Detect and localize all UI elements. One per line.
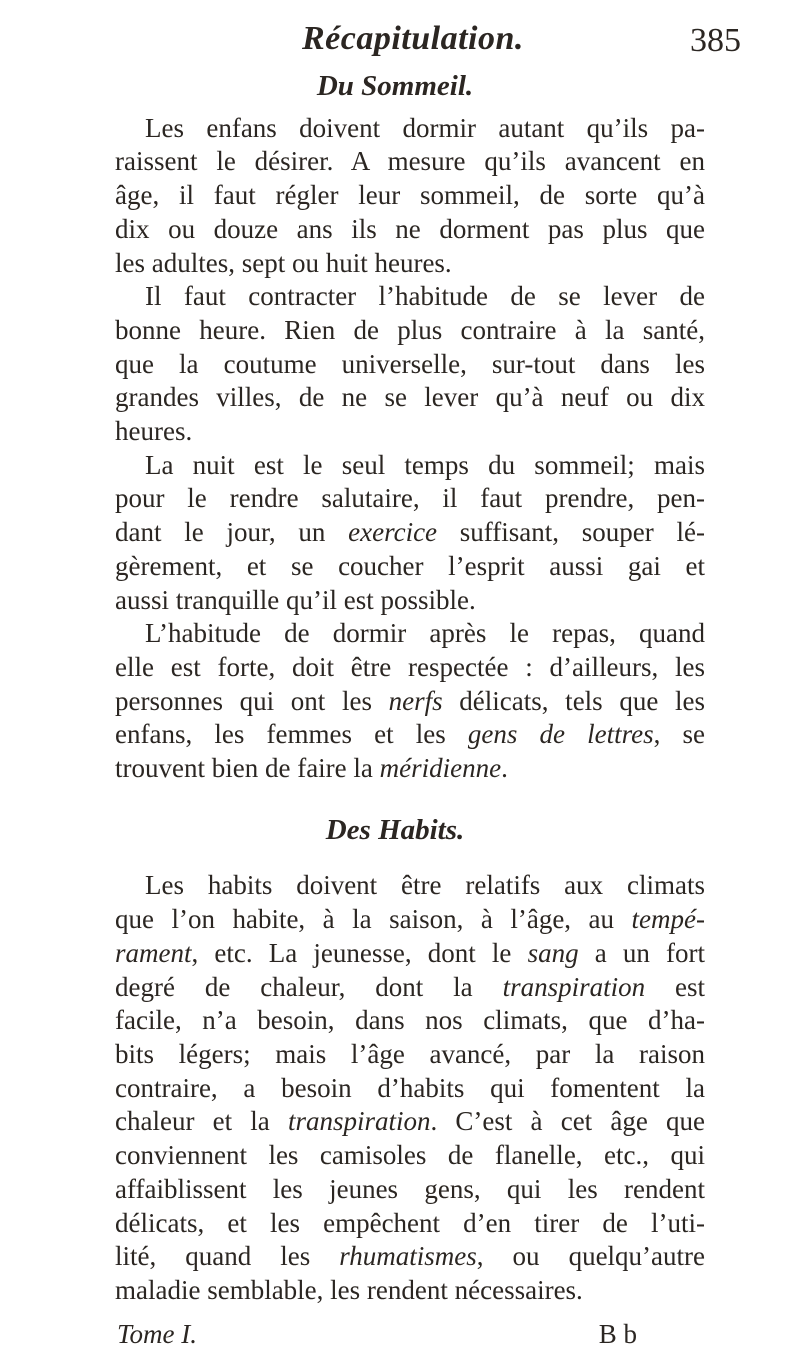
italic-term: exercice [348,517,438,548]
paragraph-early-rising [85,280,705,449]
italic-term: rament [115,937,192,968]
text-line [85,903,705,937]
text-line: pour le rendre salutaire, il faut prendre, pen- [115,483,705,514]
italic-term: sang [527,937,579,968]
text-run: , ou quelqu’autre [476,1241,706,1272]
text-line: L’habitude de dormir après le repas, quand [145,618,705,649]
text-line: bits légers; mais l’âge avancé, par la raison [115,1038,705,1069]
text-run: , etc. La jeunesse, dont le [191,937,528,968]
text-line: bonne heure. Rien de plus contraire à la santé, [115,314,705,345]
text-line: La nuit est le seul temps du sommeil; mais [145,449,705,480]
text-line [85,1240,705,1274]
text-line [85,752,705,786]
text-run: est [645,971,705,1002]
italic-term: transpiration [502,971,646,1002]
text-line: heures. [115,416,193,447]
text-run: suffisant, souper lé- [437,517,705,548]
text-run: personnes qui ont les [115,685,389,716]
text-line [85,937,705,971]
signature-mark: B b [598,1319,637,1349]
italic-term: transpiration [287,1106,431,1137]
italic-term: gens de lettres [467,719,654,750]
italic-term: nerfs [388,685,443,716]
text-run: degré de chaleur, dont la [115,971,503,1002]
body-text [85,70,705,1308]
text-line: Il faut contracter l’habitude de se lever de [145,281,705,312]
text-run: a un fort [578,937,705,968]
text-line: que la coutume universelle, sur-tout dans les [115,348,705,379]
text-run: que l’on habite, à la saison, à l’âge, au [115,904,632,935]
paragraph-sleep-amount [85,112,705,281]
running-title: Récapitulation. [302,20,524,57]
italic-term: tempé- [631,904,705,935]
text-line [85,516,705,550]
text-run: délicats, tels que les [442,685,705,716]
paragraph-afternoon-nap [85,617,705,786]
running-head [0,20,800,62]
text-run: . C’est à cet âge que [430,1106,705,1137]
text-line: maladie semblable, les rendent nécessaires. [115,1274,583,1305]
text-line: aussi tranquille qu’il est possible. [115,584,476,615]
text-line: les adultes, sept ou huit heures. [115,247,452,278]
paragraph-night-sleep [85,449,705,618]
italic-term: rhumatismes [339,1241,477,1272]
text-run: enfans, les femmes et les [115,719,468,750]
text-line: facile, n’a besoin, dans nos climats, que d’ha- [115,1005,705,1036]
text-run: . [501,753,508,784]
text-line [85,685,705,719]
text-line: âge, il faut régler leur sommeil, de sorte qu’à [115,180,705,211]
text-line: elle est forte, doit être respectée : d’ailleurs, les [115,651,705,682]
text-line: raissent le désirer. A mesure qu’ils avancent en [115,146,705,177]
text-line [85,1105,705,1139]
text-line: dix ou douze ans ils ne dorment pas plus que [115,213,705,244]
text-line: contraire, a besoin d’habits qui fomentent la [115,1072,705,1103]
text-run: , se [653,719,705,750]
text-line: gèrement, et se coucher l’esprit aussi gai et [115,550,705,581]
section-heading-habits: Des Habits. [325,813,465,846]
signature-line [117,1319,637,1350]
text-line: conviennent les camisoles de flanelle, etc., qui [115,1140,705,1171]
text-line: délicats, et les empêchent d’en tirer de l’uti- [115,1207,705,1238]
text-line: affaiblissent les jeunes gens, qui les rendent [115,1173,705,1204]
text-run: trouvent bien de faire la [115,753,380,784]
text-run: lité, quand les [115,1241,340,1272]
text-line: Les habits doivent être relatifs aux climats [145,870,705,901]
paragraph-clothing [85,869,705,1307]
text-line: grandes villes, de ne se lever qu’à neuf ou dix [115,382,705,413]
section-heading-sommeil: Du Sommeil. [316,70,474,102]
text-line [85,718,705,752]
volume-label: Tome I. [117,1319,198,1349]
italic-term: méridienne [379,753,502,784]
text-line [85,971,705,1005]
text-run: chaleur et la [115,1106,288,1137]
text-line: Les enfans doivent dormir autant qu’ils pa- [145,112,705,143]
text-run: dant le jour, un [115,517,349,548]
page-number: 385 [690,22,741,59]
